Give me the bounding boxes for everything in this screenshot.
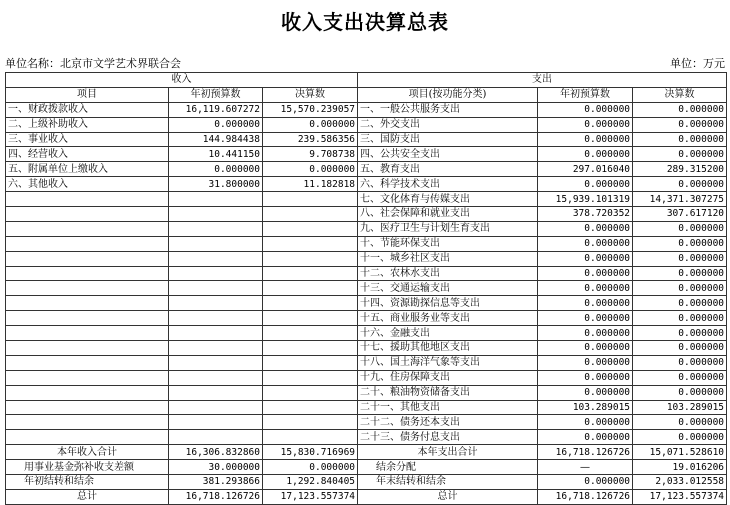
income-final-cell bbox=[263, 266, 358, 281]
income-item-cell bbox=[6, 415, 169, 430]
income-final-cell bbox=[263, 281, 358, 296]
income-item-cell: 五、附属单位上缴收入 bbox=[6, 162, 169, 177]
income-budget-cell bbox=[169, 266, 263, 281]
income-expense-table bbox=[5, 72, 727, 505]
table-row bbox=[6, 207, 727, 222]
expense-item-cell: 十三、交通运输支出 bbox=[358, 281, 538, 296]
expense-budget-cell: 0.000000 bbox=[538, 102, 633, 117]
table-row bbox=[6, 311, 727, 326]
expense-budget-cell: 0.000000 bbox=[538, 251, 633, 266]
expense-budget-header: 年初预算数 bbox=[538, 87, 633, 102]
expense-final-cell: 289.315200 bbox=[633, 162, 727, 177]
expense-budget-cell: 0.000000 bbox=[538, 326, 633, 341]
table-row bbox=[6, 355, 727, 370]
income-summary-budget: 30.000000 bbox=[169, 460, 263, 475]
expense-budget-cell: 0.000000 bbox=[538, 147, 633, 162]
expense-item-cell: 十一、城乡社区支出 bbox=[358, 251, 538, 266]
table-row bbox=[6, 102, 727, 117]
income-budget-cell bbox=[169, 281, 263, 296]
org-label: 单位名称：北京市文学艺术界联合会 bbox=[5, 57, 181, 70]
income-summary-label: 年初结转和结余 bbox=[6, 475, 169, 490]
income-budget-cell bbox=[169, 221, 263, 236]
income-final-cell: 0.000000 bbox=[263, 162, 358, 177]
expense-item-cell: 三、国防支出 bbox=[358, 132, 538, 147]
income-budget-cell bbox=[169, 236, 263, 251]
expense-final-cell: 0.000000 bbox=[633, 370, 727, 385]
income-summary-final: 1,292.840405 bbox=[263, 475, 358, 490]
expense-item-cell: 十、节能环保支出 bbox=[358, 236, 538, 251]
table-row bbox=[6, 296, 727, 311]
expense-summary-budget: 16,718.126726 bbox=[538, 489, 633, 504]
income-item-cell bbox=[6, 341, 169, 356]
income-item-cell bbox=[6, 311, 169, 326]
table-row bbox=[6, 385, 727, 400]
expense-final-cell: 0.000000 bbox=[633, 311, 727, 326]
income-final-cell bbox=[263, 221, 358, 236]
expense-group-header: 支出 bbox=[358, 73, 727, 88]
expense-item-cell: 十六、金融支出 bbox=[358, 326, 538, 341]
table-row bbox=[6, 400, 727, 415]
expense-item-cell: 十四、资源勘探信息等支出 bbox=[358, 296, 538, 311]
expense-budget-cell: 0.000000 bbox=[538, 430, 633, 445]
expense-final-cell: 0.000000 bbox=[633, 177, 727, 192]
income-item-cell: 六、其他收入 bbox=[6, 177, 169, 192]
income-item-cell: 四、经营收入 bbox=[6, 147, 169, 162]
income-summary-label: 本年收入合计 bbox=[6, 445, 169, 460]
expense-item-cell: 十七、援助其他地区支出 bbox=[358, 341, 538, 356]
unit-label: 单位：万元 bbox=[670, 57, 725, 70]
expense-item-cell: 五、教育支出 bbox=[358, 162, 538, 177]
income-budget-cell: 0.000000 bbox=[169, 162, 263, 177]
expense-final-cell: 0.000000 bbox=[633, 221, 727, 236]
expense-item-cell: 二十一、其他支出 bbox=[358, 400, 538, 415]
expense-item-cell: 十二、农林水支出 bbox=[358, 266, 538, 281]
income-final-cell bbox=[263, 326, 358, 341]
income-budget-cell bbox=[169, 430, 263, 445]
income-final-cell bbox=[263, 430, 358, 445]
income-item-cell bbox=[6, 355, 169, 370]
table-row bbox=[6, 341, 727, 356]
expense-summary-label: 总计 bbox=[358, 489, 538, 504]
table-row bbox=[6, 236, 727, 251]
expense-final-cell: 0.000000 bbox=[633, 147, 727, 162]
expense-final-cell: 14,371.307275 bbox=[633, 192, 727, 207]
income-final-cell bbox=[263, 370, 358, 385]
expense-item-cell: 二、外交支出 bbox=[358, 117, 538, 132]
expense-summary-label: 本年支出合计 bbox=[358, 445, 538, 460]
summary-row bbox=[6, 489, 727, 504]
income-item-cell bbox=[6, 251, 169, 266]
table-row bbox=[6, 251, 727, 266]
income-budget-cell: 31.800000 bbox=[169, 177, 263, 192]
income-item-cell: 一、财政拨款收入 bbox=[6, 102, 169, 117]
income-item-cell: 二、上级补助收入 bbox=[6, 117, 169, 132]
income-summary-final: 17,123.557374 bbox=[263, 489, 358, 504]
income-budget-cell: 144.984438 bbox=[169, 132, 263, 147]
income-final-cell: 0.000000 bbox=[263, 117, 358, 132]
income-final-cell bbox=[263, 311, 358, 326]
expense-item-cell: 二十二、债务还本支出 bbox=[358, 415, 538, 430]
income-final-cell bbox=[263, 192, 358, 207]
expense-final-cell: 0.000000 bbox=[633, 251, 727, 266]
income-budget-cell: 16,119.607272 bbox=[169, 102, 263, 117]
expense-summary-label: 结余分配 bbox=[358, 460, 538, 475]
expense-final-cell: 0.000000 bbox=[633, 415, 727, 430]
expense-final-cell: 0.000000 bbox=[633, 430, 727, 445]
expense-item-cell: 一、一般公共服务支出 bbox=[358, 102, 538, 117]
expense-item-cell: 十八、国土海洋气象等支出 bbox=[358, 355, 538, 370]
expense-budget-cell: 0.000000 bbox=[538, 281, 633, 296]
table-row bbox=[6, 326, 727, 341]
expense-budget-cell: 0.000000 bbox=[538, 266, 633, 281]
table-row bbox=[6, 147, 727, 162]
expense-final-cell: 0.000000 bbox=[633, 117, 727, 132]
income-final-cell: 15,570.239057 bbox=[263, 102, 358, 117]
header-row-columns bbox=[6, 87, 727, 102]
income-item-cell bbox=[6, 281, 169, 296]
expense-budget-cell: 0.000000 bbox=[538, 355, 633, 370]
expense-final-cell: 0.000000 bbox=[633, 355, 727, 370]
income-item-cell bbox=[6, 400, 169, 415]
income-summary-final: 15,830.716969 bbox=[263, 445, 358, 460]
income-item-cell bbox=[6, 266, 169, 281]
header-row-groups bbox=[6, 73, 727, 88]
expense-summary-final: 19.016206 bbox=[633, 460, 727, 475]
income-item-cell bbox=[6, 326, 169, 341]
expense-budget-cell: 0.000000 bbox=[538, 221, 633, 236]
income-summary-budget: 381.293866 bbox=[169, 475, 263, 490]
expense-final-header: 决算数 bbox=[633, 87, 727, 102]
summary-row bbox=[6, 460, 727, 475]
income-final-cell: 11.182818 bbox=[263, 177, 358, 192]
expense-item-cell: 九、医疗卫生与计划生育支出 bbox=[358, 221, 538, 236]
expense-final-cell: 307.617120 bbox=[633, 207, 727, 222]
expense-item-cell: 十九、住房保障支出 bbox=[358, 370, 538, 385]
expense-item-header: 项目(按功能分类) bbox=[358, 87, 538, 102]
table-row bbox=[6, 370, 727, 385]
income-budget-cell bbox=[169, 355, 263, 370]
expense-budget-cell: 297.016040 bbox=[538, 162, 633, 177]
summary-row bbox=[6, 475, 727, 490]
summary-row bbox=[6, 445, 727, 460]
income-budget-cell bbox=[169, 400, 263, 415]
expense-budget-cell: 0.000000 bbox=[538, 296, 633, 311]
expense-budget-cell: 103.289015 bbox=[538, 400, 633, 415]
income-budget-cell bbox=[169, 415, 263, 430]
expense-item-cell: 四、公共安全支出 bbox=[358, 147, 538, 162]
income-item-cell: 三、事业收入 bbox=[6, 132, 169, 147]
income-budget-cell: 0.000000 bbox=[169, 117, 263, 132]
income-budget-cell bbox=[169, 326, 263, 341]
expense-final-cell: 0.000000 bbox=[633, 341, 727, 356]
income-final-cell bbox=[263, 355, 358, 370]
income-item-cell bbox=[6, 207, 169, 222]
income-final-cell bbox=[263, 296, 358, 311]
income-budget-cell bbox=[169, 370, 263, 385]
expense-budget-cell: 0.000000 bbox=[538, 370, 633, 385]
income-item-cell bbox=[6, 236, 169, 251]
table-row bbox=[6, 430, 727, 445]
income-budget-cell bbox=[169, 341, 263, 356]
expense-budget-cell: 0.000000 bbox=[538, 236, 633, 251]
expense-item-cell: 二十、粮油物资储备支出 bbox=[358, 385, 538, 400]
page-title: 收入支出决算总表 bbox=[281, 10, 449, 34]
income-item-cell bbox=[6, 221, 169, 236]
table-row bbox=[6, 281, 727, 296]
expense-final-cell: 0.000000 bbox=[633, 266, 727, 281]
income-summary-budget: 16,718.126726 bbox=[169, 489, 263, 504]
income-final-cell bbox=[263, 400, 358, 415]
income-summary-label: 总计 bbox=[6, 489, 169, 504]
income-final-cell bbox=[263, 236, 358, 251]
income-item-cell bbox=[6, 385, 169, 400]
income-budget-cell bbox=[169, 192, 263, 207]
expense-item-cell: 七、文化体育与传媒支出 bbox=[358, 192, 538, 207]
income-final-cell: 9.708738 bbox=[263, 147, 358, 162]
expense-summary-final: 15,071.528610 bbox=[633, 445, 727, 460]
expense-item-cell: 六、科学技术支出 bbox=[358, 177, 538, 192]
expense-budget-cell: 0.000000 bbox=[538, 341, 633, 356]
expense-summary-final: 17,123.557374 bbox=[633, 489, 727, 504]
expense-budget-cell: 0.000000 bbox=[538, 117, 633, 132]
expense-item-cell: 二十三、债务付息支出 bbox=[358, 430, 538, 445]
expense-budget-cell: 0.000000 bbox=[538, 415, 633, 430]
table-row bbox=[6, 415, 727, 430]
table-row bbox=[6, 221, 727, 236]
table-row bbox=[6, 162, 727, 177]
expense-budget-cell: 0.000000 bbox=[538, 132, 633, 147]
expense-summary-final: 2,033.012558 bbox=[633, 475, 727, 490]
expense-final-cell: 103.289015 bbox=[633, 400, 727, 415]
income-budget-header: 年初预算数 bbox=[169, 87, 263, 102]
income-final-cell bbox=[263, 385, 358, 400]
table-row bbox=[6, 177, 727, 192]
expense-summary-budget: — bbox=[538, 460, 633, 475]
income-item-cell bbox=[6, 192, 169, 207]
income-summary-final: 0.000000 bbox=[263, 460, 358, 475]
expense-budget-cell: 15,939.101319 bbox=[538, 192, 633, 207]
expense-final-cell: 0.000000 bbox=[633, 296, 727, 311]
table-row bbox=[6, 192, 727, 207]
income-item-cell bbox=[6, 430, 169, 445]
expense-final-cell: 0.000000 bbox=[633, 132, 727, 147]
table-row bbox=[6, 117, 727, 132]
expense-item-cell: 十五、商业服务业等支出 bbox=[358, 311, 538, 326]
income-budget-cell bbox=[169, 385, 263, 400]
expense-item-cell: 八、社会保障和就业支出 bbox=[358, 207, 538, 222]
expense-budget-cell: 0.000000 bbox=[538, 177, 633, 192]
income-item-cell bbox=[6, 296, 169, 311]
expense-summary-budget: 16,718.126726 bbox=[538, 445, 633, 460]
income-final-header: 决算数 bbox=[263, 87, 358, 102]
table-row bbox=[6, 266, 727, 281]
expense-budget-cell: 0.000000 bbox=[538, 385, 633, 400]
income-final-cell bbox=[263, 341, 358, 356]
income-budget-cell bbox=[169, 207, 263, 222]
expense-final-cell: 0.000000 bbox=[633, 385, 727, 400]
expense-final-cell: 0.000000 bbox=[633, 326, 727, 341]
income-final-cell bbox=[263, 415, 358, 430]
income-budget-cell bbox=[169, 296, 263, 311]
expense-final-cell: 0.000000 bbox=[633, 281, 727, 296]
income-final-cell bbox=[263, 251, 358, 266]
income-group-header: 收入 bbox=[6, 73, 358, 88]
expense-budget-cell: 378.720352 bbox=[538, 207, 633, 222]
expense-final-cell: 0.000000 bbox=[633, 102, 727, 117]
income-budget-cell bbox=[169, 311, 263, 326]
expense-summary-budget: 0.000000 bbox=[538, 475, 633, 490]
income-summary-label: 用事业基金弥补收支差额 bbox=[6, 460, 169, 475]
income-item-header: 项目 bbox=[6, 87, 169, 102]
income-summary-budget: 16,306.832860 bbox=[169, 445, 263, 460]
income-item-cell bbox=[6, 370, 169, 385]
table-row bbox=[6, 132, 727, 147]
expense-budget-cell: 0.000000 bbox=[538, 311, 633, 326]
income-final-cell: 239.586356 bbox=[263, 132, 358, 147]
expense-summary-label: 年末结转和结余 bbox=[358, 475, 538, 490]
income-budget-cell: 10.441150 bbox=[169, 147, 263, 162]
income-budget-cell bbox=[169, 251, 263, 266]
expense-final-cell: 0.000000 bbox=[633, 236, 727, 251]
income-final-cell bbox=[263, 207, 358, 222]
